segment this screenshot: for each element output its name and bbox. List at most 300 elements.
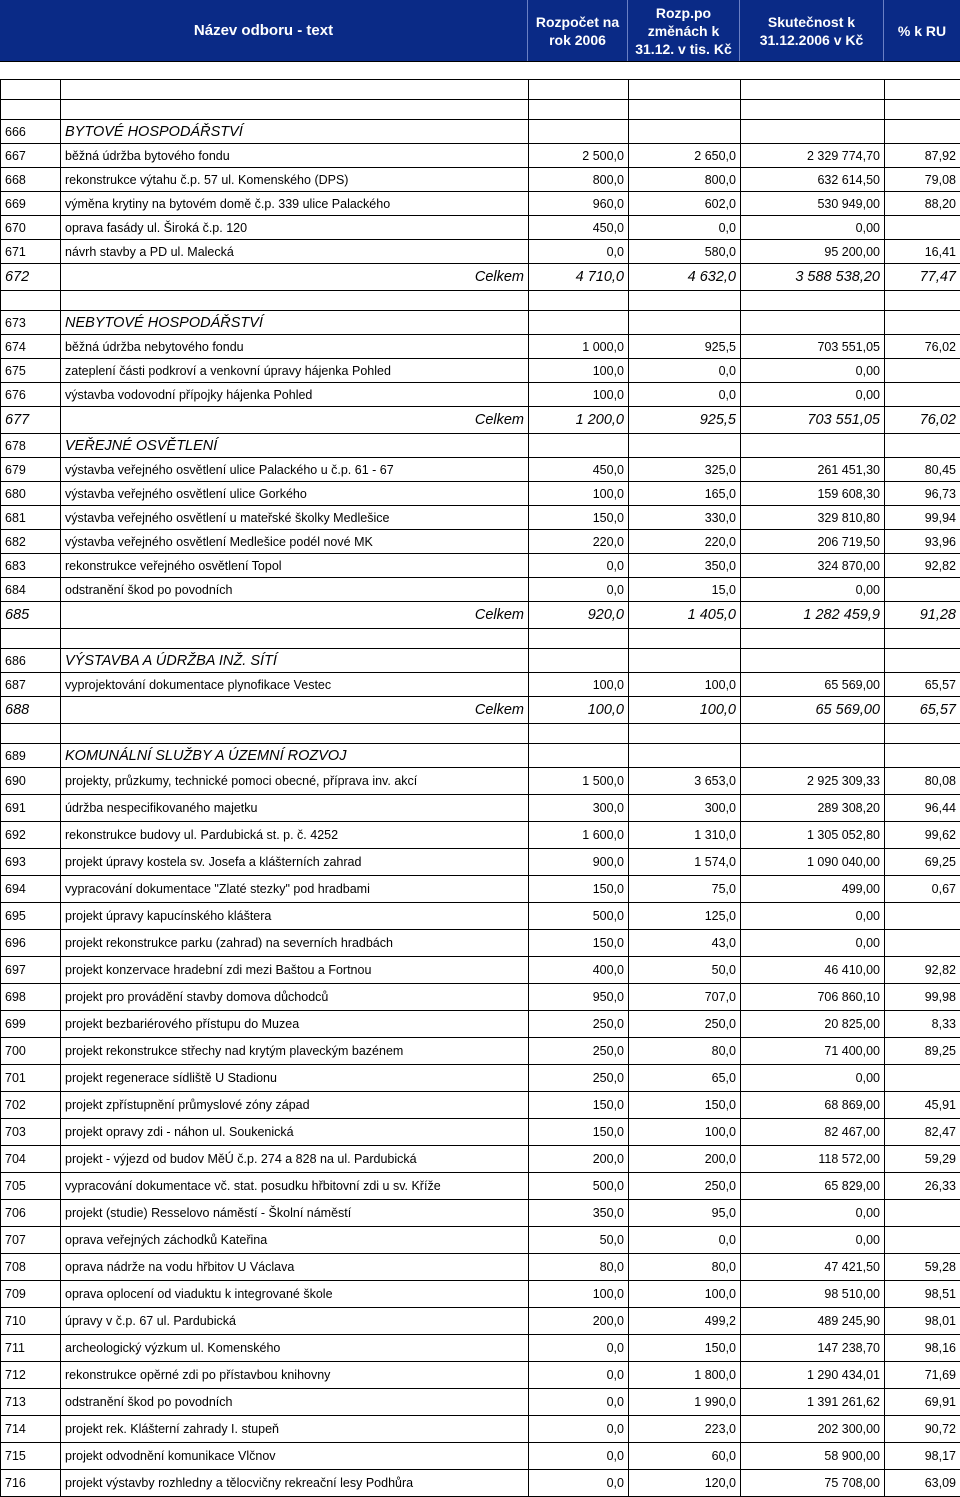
table-row xyxy=(1,930,960,957)
actual-value: 289 308,20 xyxy=(741,795,885,822)
percent-value xyxy=(885,1065,960,1092)
empty-cell xyxy=(629,629,741,649)
actual-value: 75 708,00 xyxy=(741,1470,885,1497)
row-number: 671 xyxy=(1,240,61,264)
item-name: výstavba veřejného osvětlení u mateřské školky Medlešice xyxy=(61,506,529,530)
actual-value: 0,00 xyxy=(741,903,885,930)
row-number: 669 xyxy=(1,192,61,216)
budget-value: 950,0 xyxy=(529,984,629,1011)
changes-value: 0,0 xyxy=(629,216,741,240)
changes-value: 95,0 xyxy=(629,1200,741,1227)
actual-value: 489 245,90 xyxy=(741,1308,885,1335)
empty-cell xyxy=(741,434,885,458)
actual-value: 20 825,00 xyxy=(741,1011,885,1038)
empty-cell xyxy=(529,120,629,144)
percent-value xyxy=(885,903,960,930)
row-number: 690 xyxy=(1,768,61,795)
changes-value: 165,0 xyxy=(629,482,741,506)
table-row xyxy=(1,1038,960,1065)
percent-value: 98,17 xyxy=(885,1443,960,1470)
changes-value: 75,0 xyxy=(629,876,741,903)
empty-cell xyxy=(629,120,741,144)
percent-value: 8,33 xyxy=(885,1011,960,1038)
budget-value: 450,0 xyxy=(529,458,629,482)
empty-cell xyxy=(885,100,960,120)
budget-value: 220,0 xyxy=(529,530,629,554)
actual-value: 82 467,00 xyxy=(741,1119,885,1146)
percent-value: 96,44 xyxy=(885,795,960,822)
percent-value: 45,91 xyxy=(885,1092,960,1119)
actual-value: 68 869,00 xyxy=(741,1092,885,1119)
table-row xyxy=(1,1011,960,1038)
percent-value: 87,92 xyxy=(885,144,960,168)
budget-value: 0,0 xyxy=(529,240,629,264)
item-name: projekt rekonstrukce střechy nad krytým plaveckým bazénem xyxy=(61,1038,529,1065)
actual-value: 530 949,00 xyxy=(741,192,885,216)
empty-cell xyxy=(629,80,741,100)
changes-value: 120,0 xyxy=(629,1470,741,1497)
item-name: rekonstrukce veřejného osvětlení Topol xyxy=(61,554,529,578)
budget-value: 0,0 xyxy=(529,1443,629,1470)
row-number: 700 xyxy=(1,1038,61,1065)
header-changes-line3: 31.12. v tis. Kč xyxy=(635,40,732,58)
row-number: 677 xyxy=(1,407,61,434)
table-row xyxy=(1,192,960,216)
percent-value xyxy=(885,359,960,383)
row-number: 714 xyxy=(1,1416,61,1443)
budget-value: 0,0 xyxy=(529,1362,629,1389)
row-number: 689 xyxy=(1,744,61,768)
budget-table xyxy=(0,79,960,1497)
changes-value: 707,0 xyxy=(629,984,741,1011)
actual-value: 632 614,50 xyxy=(741,168,885,192)
changes-value: 250,0 xyxy=(629,1173,741,1200)
changes-value: 1 405,0 xyxy=(629,602,741,629)
percent-value: 93,96 xyxy=(885,530,960,554)
table-row xyxy=(1,144,960,168)
actual-value: 118 572,00 xyxy=(741,1146,885,1173)
row-number: 712 xyxy=(1,1362,61,1389)
table-row xyxy=(1,506,960,530)
changes-value: 150,0 xyxy=(629,1335,741,1362)
budget-value: 0,0 xyxy=(529,1335,629,1362)
percent-value: 65,57 xyxy=(885,673,960,697)
changes-value: 100,0 xyxy=(629,1281,741,1308)
row-number: 688 xyxy=(1,697,61,724)
item-name: odstranění škod po povodních xyxy=(61,1389,529,1416)
budget-value: 0,0 xyxy=(529,578,629,602)
table-row xyxy=(1,1200,960,1227)
empty-cell xyxy=(629,311,741,335)
item-name: běžná údržba bytového fondu xyxy=(61,144,529,168)
changes-value: 1 990,0 xyxy=(629,1389,741,1416)
section-row xyxy=(1,649,960,673)
row-number: 685 xyxy=(1,602,61,629)
percent-value: 98,16 xyxy=(885,1335,960,1362)
empty-cell xyxy=(529,649,629,673)
item-name: vypracování dokumentace vč. stat. posudku hřbitovní zdi u sv. Kříže xyxy=(61,1173,529,1200)
item-name: vypracování dokumentace "Zlaté stezky" pod hradbami xyxy=(61,876,529,903)
changes-value: 350,0 xyxy=(629,554,741,578)
percent-value: 92,82 xyxy=(885,554,960,578)
row-number: 676 xyxy=(1,383,61,407)
percent-value: 92,82 xyxy=(885,957,960,984)
section-title: BYTOVÉ HOSPODÁŘSTVÍ xyxy=(61,120,529,144)
section-title: NEBYTOVÉ HOSPODÁŘSTVÍ xyxy=(61,311,529,335)
row-number: 710 xyxy=(1,1308,61,1335)
percent-value: 99,62 xyxy=(885,822,960,849)
actual-value: 2 329 774,70 xyxy=(741,144,885,168)
changes-value: 0,0 xyxy=(629,1227,741,1254)
actual-value: 329 810,80 xyxy=(741,506,885,530)
percent-value: 77,47 xyxy=(885,264,960,291)
empty-cell xyxy=(741,80,885,100)
budget-table-body xyxy=(1,80,960,1497)
empty-cell xyxy=(61,724,529,744)
actual-value: 1 282 459,9 xyxy=(741,602,885,629)
budget-value: 1 000,0 xyxy=(529,335,629,359)
percent-value: 71,69 xyxy=(885,1362,960,1389)
changes-value: 2 650,0 xyxy=(629,144,741,168)
section-row xyxy=(1,744,960,768)
row-number: 703 xyxy=(1,1119,61,1146)
row-number: 686 xyxy=(1,649,61,673)
changes-value: 250,0 xyxy=(629,1011,741,1038)
empty-cell xyxy=(741,120,885,144)
actual-value: 703 551,05 xyxy=(741,407,885,434)
table-row xyxy=(1,359,960,383)
table-row xyxy=(1,1227,960,1254)
percent-value: 99,94 xyxy=(885,506,960,530)
table-row xyxy=(1,849,960,876)
actual-value: 0,00 xyxy=(741,1227,885,1254)
table-row xyxy=(1,216,960,240)
percent-value xyxy=(885,1200,960,1227)
table-row xyxy=(1,1389,960,1416)
row-number: 679 xyxy=(1,458,61,482)
actual-value: 261 451,30 xyxy=(741,458,885,482)
changes-value: 0,0 xyxy=(629,383,741,407)
row-number: 667 xyxy=(1,144,61,168)
changes-value: 330,0 xyxy=(629,506,741,530)
budget-value: 350,0 xyxy=(529,1200,629,1227)
header-percent-label: % k RU xyxy=(898,22,946,40)
table-row xyxy=(1,554,960,578)
row-number: 687 xyxy=(1,673,61,697)
row-number: 698 xyxy=(1,984,61,1011)
empty-cell xyxy=(529,291,629,311)
changes-value: 1 800,0 xyxy=(629,1362,741,1389)
budget-value: 300,0 xyxy=(529,795,629,822)
changes-value: 43,0 xyxy=(629,930,741,957)
percent-value: 88,20 xyxy=(885,192,960,216)
item-name: návrh stavby a PD ul. Malecká xyxy=(61,240,529,264)
section-title: KOMUNÁLNÍ SLUŽBY A ÚZEMNÍ ROZVOJ xyxy=(61,744,529,768)
spacer-row xyxy=(1,100,960,120)
header-changes-line2: změnách k xyxy=(635,22,732,40)
table-row xyxy=(1,1362,960,1389)
changes-value: 1 310,0 xyxy=(629,822,741,849)
actual-value: 703 551,05 xyxy=(741,335,885,359)
actual-value: 98 510,00 xyxy=(741,1281,885,1308)
table-row xyxy=(1,876,960,903)
changes-value: 223,0 xyxy=(629,1416,741,1443)
spacer-row xyxy=(1,629,960,649)
changes-value: 15,0 xyxy=(629,578,741,602)
changes-value: 200,0 xyxy=(629,1146,741,1173)
header-budget-line1: Rozpočet na xyxy=(536,13,619,31)
item-name: údržba nespecifikovaného majetku xyxy=(61,795,529,822)
percent-value: 96,73 xyxy=(885,482,960,506)
table-row xyxy=(1,984,960,1011)
item-name: rekonstrukce výtahu č.p. 57 ul. Komenského (DPS) xyxy=(61,168,529,192)
table-row xyxy=(1,1281,960,1308)
total-label: Celkem xyxy=(61,602,529,629)
empty-cell xyxy=(629,724,741,744)
changes-value: 580,0 xyxy=(629,240,741,264)
empty-cell xyxy=(1,80,61,100)
row-number: 705 xyxy=(1,1173,61,1200)
item-name: odstranění škod po povodních xyxy=(61,578,529,602)
row-number: 668 xyxy=(1,168,61,192)
empty-cell xyxy=(741,649,885,673)
table-row xyxy=(1,1146,960,1173)
row-number: 681 xyxy=(1,506,61,530)
actual-value: 1 305 052,80 xyxy=(741,822,885,849)
item-name: výstavba vodovodní přípojky hájenka Pohled xyxy=(61,383,529,407)
row-number: 704 xyxy=(1,1146,61,1173)
percent-value: 69,91 xyxy=(885,1389,960,1416)
row-number: 682 xyxy=(1,530,61,554)
actual-value: 706 860,10 xyxy=(741,984,885,1011)
actual-value: 202 300,00 xyxy=(741,1416,885,1443)
budget-value: 450,0 xyxy=(529,216,629,240)
percent-value: 98,01 xyxy=(885,1308,960,1335)
actual-value: 0,00 xyxy=(741,1065,885,1092)
percent-value: 82,47 xyxy=(885,1119,960,1146)
changes-value: 150,0 xyxy=(629,1092,741,1119)
empty-cell xyxy=(885,744,960,768)
changes-value: 220,0 xyxy=(629,530,741,554)
changes-value: 125,0 xyxy=(629,903,741,930)
percent-value: 89,25 xyxy=(885,1038,960,1065)
table-row xyxy=(1,1254,960,1281)
item-name: oprava oplocení od viaduktu k integrované škole xyxy=(61,1281,529,1308)
item-name: běžná údržba nebytového fondu xyxy=(61,335,529,359)
actual-value: 65 829,00 xyxy=(741,1173,885,1200)
item-name: rekonstrukce opěrné zdi po přístavbou knihovny xyxy=(61,1362,529,1389)
table-row xyxy=(1,383,960,407)
item-name: oprava nádrže na vodu hřbitov U Václava xyxy=(61,1254,529,1281)
item-name: projekt rek. Klášterní zahrady I. stupeň xyxy=(61,1416,529,1443)
table-row xyxy=(1,795,960,822)
section-row xyxy=(1,120,960,144)
percent-value: 91,28 xyxy=(885,602,960,629)
empty-cell xyxy=(885,649,960,673)
total-label: Celkem xyxy=(61,407,529,434)
budget-value: 200,0 xyxy=(529,1308,629,1335)
budget-value: 500,0 xyxy=(529,903,629,930)
actual-value: 3 588 538,20 xyxy=(741,264,885,291)
row-number: 678 xyxy=(1,434,61,458)
table-row xyxy=(1,1173,960,1200)
budget-value: 4 710,0 xyxy=(529,264,629,291)
item-name: projekt odvodnění komunikace Vlčnov xyxy=(61,1443,529,1470)
actual-value: 324 870,00 xyxy=(741,554,885,578)
empty-cell xyxy=(741,724,885,744)
percent-value xyxy=(885,383,960,407)
actual-value: 159 608,30 xyxy=(741,482,885,506)
percent-value xyxy=(885,578,960,602)
budget-value: 250,0 xyxy=(529,1038,629,1065)
row-number: 715 xyxy=(1,1443,61,1470)
empty-cell xyxy=(1,629,61,649)
budget-value: 2 500,0 xyxy=(529,144,629,168)
item-name: projekt rekonstrukce parku (zahrad) na severních hradbách xyxy=(61,930,529,957)
empty-cell xyxy=(885,724,960,744)
item-name: projekt regenerace sídliště U Stadionu xyxy=(61,1065,529,1092)
percent-value: 76,02 xyxy=(885,335,960,359)
table-header xyxy=(0,0,960,62)
empty-cell xyxy=(1,291,61,311)
actual-value: 0,00 xyxy=(741,216,885,240)
actual-value: 0,00 xyxy=(741,578,885,602)
item-name: archeologický výzkum ul. Komenského xyxy=(61,1335,529,1362)
percent-value: 59,29 xyxy=(885,1146,960,1173)
total-row xyxy=(1,407,960,434)
row-number: 693 xyxy=(1,849,61,876)
total-row xyxy=(1,264,960,291)
budget-value: 100,0 xyxy=(529,673,629,697)
percent-value: 80,08 xyxy=(885,768,960,795)
budget-value: 50,0 xyxy=(529,1227,629,1254)
budget-value: 1 600,0 xyxy=(529,822,629,849)
total-label: Celkem xyxy=(61,697,529,724)
header-changes xyxy=(628,0,740,61)
table-row xyxy=(1,1065,960,1092)
row-number: 680 xyxy=(1,482,61,506)
budget-value: 100,0 xyxy=(529,697,629,724)
changes-value: 100,0 xyxy=(629,697,741,724)
total-label: Celkem xyxy=(61,264,529,291)
item-name: rekonstrukce budovy ul. Pardubická st. p. č. 4252 xyxy=(61,822,529,849)
budget-value: 150,0 xyxy=(529,876,629,903)
table-row xyxy=(1,903,960,930)
empty-cell xyxy=(61,80,529,100)
row-number: 701 xyxy=(1,1065,61,1092)
empty-cell xyxy=(885,291,960,311)
empty-cell xyxy=(885,434,960,458)
spacer-row xyxy=(1,291,960,311)
table-row xyxy=(1,1092,960,1119)
percent-value: 16,41 xyxy=(885,240,960,264)
row-number: 673 xyxy=(1,311,61,335)
table-row xyxy=(1,482,960,506)
budget-value: 100,0 xyxy=(529,482,629,506)
percent-value xyxy=(885,930,960,957)
budget-value: 250,0 xyxy=(529,1011,629,1038)
table-row xyxy=(1,240,960,264)
empty-cell xyxy=(629,434,741,458)
section-row xyxy=(1,434,960,458)
actual-value: 147 238,70 xyxy=(741,1335,885,1362)
empty-cell xyxy=(529,434,629,458)
empty-cell xyxy=(61,100,529,120)
empty-cell xyxy=(885,120,960,144)
row-number: 711 xyxy=(1,1335,61,1362)
percent-value: 90,72 xyxy=(885,1416,960,1443)
changes-value: 100,0 xyxy=(629,673,741,697)
actual-value: 1 090 040,00 xyxy=(741,849,885,876)
actual-value: 0,00 xyxy=(741,930,885,957)
header-name xyxy=(0,0,528,61)
empty-cell xyxy=(529,100,629,120)
row-number: 702 xyxy=(1,1092,61,1119)
table-row xyxy=(1,1470,960,1497)
header-actual xyxy=(740,0,884,61)
section-title: VEŘEJNÉ OSVĚTLENÍ xyxy=(61,434,529,458)
table-row xyxy=(1,578,960,602)
budget-value: 0,0 xyxy=(529,554,629,578)
row-number: 675 xyxy=(1,359,61,383)
table-row xyxy=(1,1416,960,1443)
item-name: projekt výstavby rozhledny a tělocvičny rekreační lesy Podhůra xyxy=(61,1470,529,1497)
percent-value xyxy=(885,1227,960,1254)
total-row xyxy=(1,602,960,629)
table-row xyxy=(1,1443,960,1470)
row-number: 697 xyxy=(1,957,61,984)
item-name: projekt bezbariérového přístupu do Muzea xyxy=(61,1011,529,1038)
budget-value: 920,0 xyxy=(529,602,629,629)
section-title: VÝSTAVBA A ÚDRŽBA INŽ. SÍTÍ xyxy=(61,649,529,673)
changes-value: 100,0 xyxy=(629,1119,741,1146)
table-row xyxy=(1,530,960,554)
changes-value: 4 632,0 xyxy=(629,264,741,291)
item-name: projekt úpravy kostela sv. Josefa a klášterních zahrad xyxy=(61,849,529,876)
actual-value: 0,00 xyxy=(741,383,885,407)
item-name: oprava fasády ul. Široká č.p. 120 xyxy=(61,216,529,240)
changes-value: 80,0 xyxy=(629,1254,741,1281)
changes-value: 1 574,0 xyxy=(629,849,741,876)
percent-value: 65,57 xyxy=(885,697,960,724)
item-name: výstavba veřejného osvětlení ulice Gorkého xyxy=(61,482,529,506)
row-number: 699 xyxy=(1,1011,61,1038)
row-number: 674 xyxy=(1,335,61,359)
budget-value: 800,0 xyxy=(529,168,629,192)
header-actual-line1: Skutečnost k xyxy=(760,13,864,31)
table-row xyxy=(1,1308,960,1335)
table-row xyxy=(1,822,960,849)
budget-value: 150,0 xyxy=(529,506,629,530)
budget-value: 80,0 xyxy=(529,1254,629,1281)
table-row xyxy=(1,673,960,697)
spacer-row xyxy=(1,80,960,100)
empty-cell xyxy=(61,629,529,649)
changes-value: 602,0 xyxy=(629,192,741,216)
empty-cell xyxy=(629,744,741,768)
percent-value: 0,67 xyxy=(885,876,960,903)
actual-value: 1 290 434,01 xyxy=(741,1362,885,1389)
item-name: projekt (studie) Resselovo náměstí - Školní náměstí xyxy=(61,1200,529,1227)
item-name: projekt konzervace hradební zdi mezi Baštou a Fortnou xyxy=(61,957,529,984)
row-number: 707 xyxy=(1,1227,61,1254)
table-row xyxy=(1,1335,960,1362)
item-name: oprava veřejných záchodků Kateřina xyxy=(61,1227,529,1254)
budget-value: 250,0 xyxy=(529,1065,629,1092)
actual-value: 95 200,00 xyxy=(741,240,885,264)
changes-value: 0,0 xyxy=(629,359,741,383)
changes-value: 3 653,0 xyxy=(629,768,741,795)
